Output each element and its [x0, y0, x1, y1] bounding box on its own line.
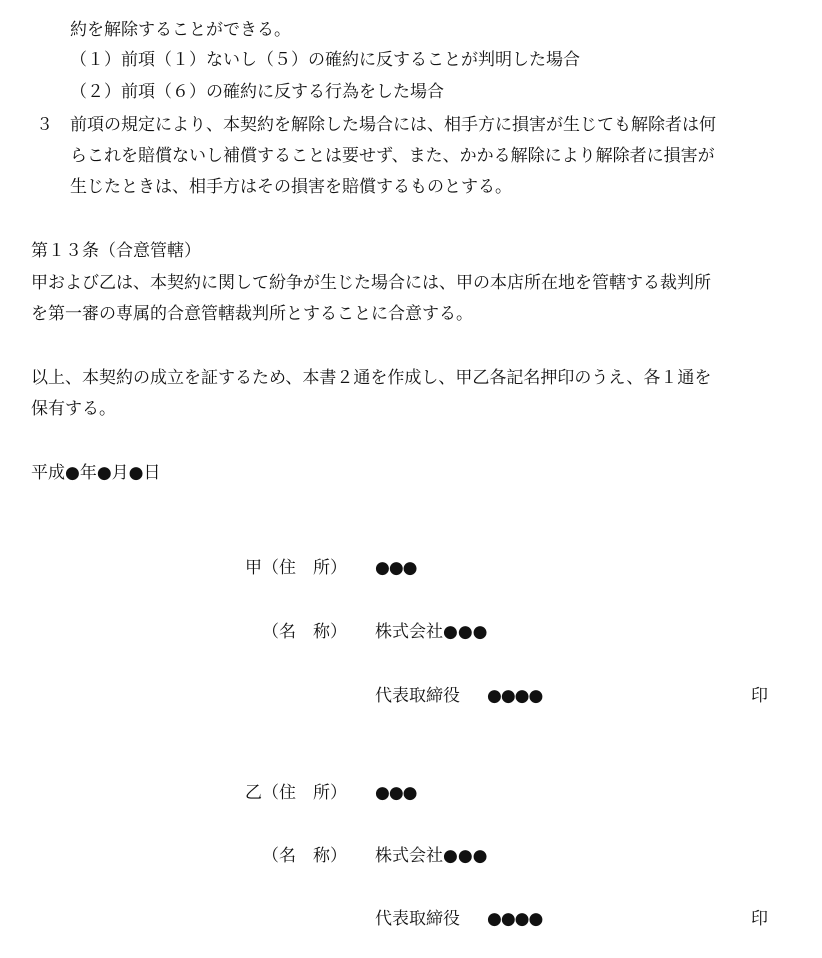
paragraph-3-line-1: 前項の規定により、本契約を解除した場合には、相手方に損害が生じても解除者は何: [70, 115, 716, 135]
paragraph-3-line-2: らこれを賠償ないし補償することは要せず、また、かかる解除により解除者に損害が: [70, 146, 715, 166]
party-b-address-label: （住 所）: [262, 783, 347, 803]
paragraph-number-3: ３: [36, 115, 53, 135]
closing-line-1: 以上、本契約の成立を証するため、本書２通を作成し、甲乙各記名押印のうえ、各１通を: [31, 368, 712, 388]
party-a-address-value: ●●●: [375, 558, 417, 578]
party-b-representative-label: 代表取締役: [375, 909, 460, 929]
party-a-label: 甲: [245, 558, 262, 578]
party-b-seal-mark: 印: [751, 909, 768, 929]
party-b-label: 乙: [245, 783, 262, 803]
party-a-representative-value: ●●●●: [487, 686, 543, 706]
clause13-line-1: 甲および乙は、本契約に関して紛争が生じた場合には、甲の本店所在地を管轄する裁判所: [31, 273, 711, 293]
clause12-item-1: （１）前項（１）ないし（５）の確約に反することが判明した場合: [70, 50, 580, 70]
closing-line-2: 保有する。: [31, 399, 116, 419]
party-a-representative-label: 代表取締役: [375, 686, 460, 706]
contract-date: 平成●年●月●日: [31, 463, 161, 483]
party-b-name-value: 株式会社●●●: [375, 846, 488, 866]
party-a-address-label: （住 所）: [262, 558, 347, 578]
party-b-name-label: （名 称）: [262, 846, 347, 866]
party-a-name-value: 株式会社●●●: [375, 622, 488, 642]
party-a-name-label: （名 称）: [262, 622, 347, 642]
party-b-representative-value: ●●●●: [487, 909, 543, 929]
party-a-seal-mark: 印: [751, 686, 768, 706]
clause13-heading: 第１３条（合意管轄）: [31, 241, 201, 261]
clause12-continuation-line: 約を解除することができる。: [70, 20, 291, 40]
paragraph-3-line-3: 生じたときは、相手方はその損害を賠償するものとする。: [70, 177, 512, 197]
party-b-address-value: ●●●: [375, 783, 417, 803]
clause13-line-2: を第一審の専属的合意管轄裁判所とすることに合意する。: [31, 304, 473, 324]
clause12-item-2: （２）前項（６）の確約に反する行為をした場合: [70, 82, 444, 102]
